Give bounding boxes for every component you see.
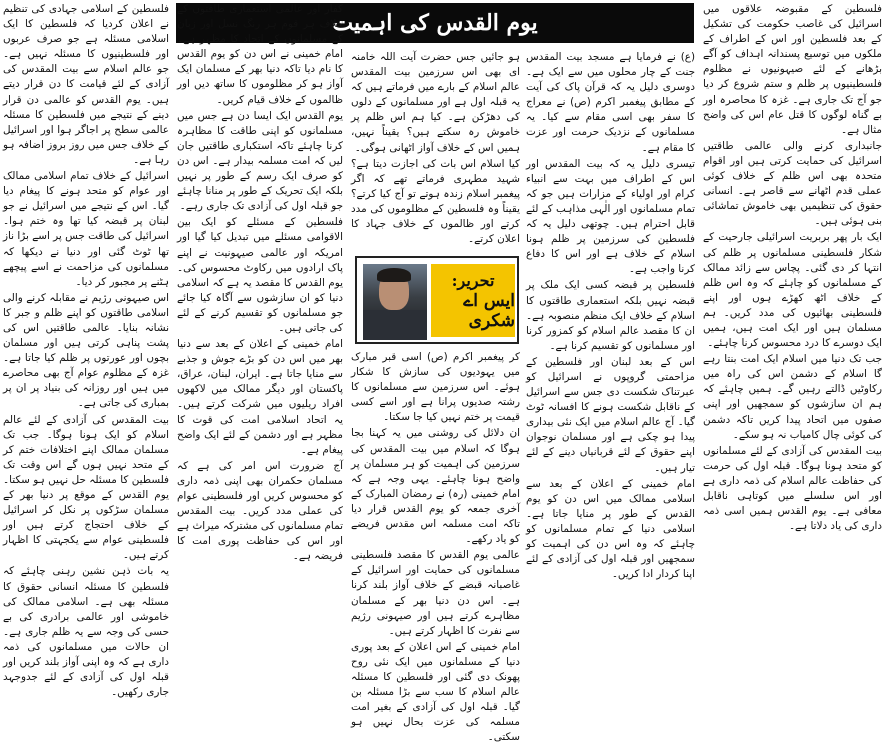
column-a [0, 0, 172, 699]
column-e [700, 0, 885, 652]
column-c [348, 48, 523, 253]
paragraph: یوم القدس ایک ایسا دن ہے جس میں مسلمانوں کو اپنی طاقت کا مظاہرہ کرنا چاہئے تاکہ استکباری طاقتیں جان لیں کہ امت مسلمہ بیدار ہے۔ اس دن کو صرف ایک رسم کے طور پر نہیں بلکہ ایک تحریک کے طور پر منانا چاہئے جو قبلہ اول کی آزادی تک جاری رہے۔ [177, 109, 343, 213]
paragraph: اسرائیل کے خلاف تمام اسلامی ممالک اور عوام کو متحد ہونے کا پیغام دیا گیا۔ اس کے نتیجے میں اسرائیل نے جو لبنان پر قبضہ کیا تھا وہ ختم ہوا۔ اسرائیل کی طاقت جس پر اسے بڑا ناز تھا ٹوٹ گئی اور دنیا نے دیکھا کہ مسلمانوں کی مزاحمت نے اسے پیچھے ہٹنے پر مجبور کر دیا۔ [2, 170, 169, 288]
paragraph: بیت المقدس کی آزادی کے لئے مسلمانوں کو متحد ہونا ہوگا۔ قبلہ اول کی حرمت کی حفاظت عالم اسلام کی ذمہ داری ہے اور اس سلسلے میں کوتاہی ناقابل معافی ہے۔ یوم القدس ہمیں اسی ذمہ داری کی یاد دلاتا ہے۔ [703, 444, 882, 533]
paragraph: اس کے بعد لبنان اور فلسطین کے مزاحمتی گروپوں نے اسرائیل کو عبرتناک شکست دی جس سے اسرائیل کے ناقابل شکست ہونے کا افسانہ ٹوٹ گیا۔ آج عالم اسلام میں ایک نئی بیداری پیدا ہو چکی ہے اور مسلمان نوجوان اپنے حقوق کے لئے قربانیاں دینے کے لئے تیار ہیں۔ [526, 355, 695, 474]
paragraph: امام خمینی کے اس اعلان کے بعد پوری دنیا کے مسلمانوں میں ایک نئی روح پھونک دی گئی اور فلسطین کا مسئلہ عالم اسلام کا سب سے بڑا مسئلہ بن گیا۔ قبلہ اول کی آزادی کے بغیر امت مسلمہ کی عزت بحال نہیں ہو سکتی۔ [351, 640, 520, 744]
byline-prefix: تحریر: [451, 270, 495, 290]
column-b [174, 0, 346, 652]
paragraph: بیت المقدس کی آزادی کے لئے عالم اسلام کو ایک ہونا ہوگا۔ جب تک مسلمان ممالک اپنے اختلافات ختم کر کے متحد نہیں ہوں گے اس وقت تک فلسطین کا مسئلہ حل نہیں ہو سکتا۔ یوم القدس کے موقع پر دنیا بھر کے مسلمان سڑکوں پر نکل کر اسرائیل کے خلاف احتجاج کرتے ہیں اور فلسطینی عوام سے یکجہتی کا اظہار کرتے ہیں۔ [3, 413, 169, 562]
paragraph: امام خمینی کے اعلان کے بعد سے اسلامی ممالک میں اس دن کو یوم القدس کے طور پر منایا جاتا ہے۔ اسلامی دنیا کے تمام مسلمانوں کو چاہئے کہ وہ اس دن کی اہمیت کو سمجھیں اور قبلہ اول کی آزادی کے لئے اپنا کردار ادا کریں۔ [526, 477, 695, 581]
paragraph: آج ضرورت اس امر کی ہے کہ مسلمان حکمران بھی اپنی ذمہ داری کو محسوس کریں اور فلسطینی عوام کی عملی مدد کریں۔ بیت المقدس تمام مسلمانوں کی مشترکہ میراث ہے اور اس کی حفاظت پوری امت کا فریضہ ہے۔ [177, 459, 343, 563]
author-photo-hair [377, 268, 411, 282]
author-photo-shirt [363, 310, 427, 340]
paragraph: کر پیغمبر اکرم (ص) اسی قبر مبارک میں یہودیوں کی سازش کا شکار ہوئے۔ اس سرزمین سے مسلمانوں کا رشتہ صدیوں پرانا ہے اور اسے کسی قیمت پر ختم نہیں کیا جا سکتا۔ [351, 351, 520, 424]
paragraph: ایک بار پھر بربریت اسرائیلی جارحیت کے شکار فلسطینی مسلمانوں پر ظلم کی انتہا کر دی گئی۔ پچاس سے زائد ممالک کے مسلمانوں کو چاہئے کہ وہ اس ظلم کے خلاف اٹھ کھڑے ہوں اور اپنے فلسطینی بھائیوں کی مدد کریں۔ ہم مسلمان ہیں اور ایک امت ہیں، ہمیں ایک دوسرے کا درد محسوس کرنا چاہئے۔ [703, 231, 882, 350]
author-photo [363, 264, 427, 337]
article-title: یوم القدس کی اہمیت [332, 10, 538, 36]
byline-author: ایس اے شکری [463, 290, 515, 331]
column-c-lower [348, 348, 523, 744]
paragraph: کفار اور عالمی استعماری طاقتوں کے خلاف ہر قوم ہر رنگ نسل اور زبان کے مسلمانوں کے اتحاد کا مظہر ہے۔ امام خمینی نے اس دن کو یوم القدس کا نام دیا تاکہ دنیا بھر کے مسلمان ایک آواز ہو کر مظلوموں کا ساتھ دیں اور ظالموں کے خلاف قیام کریں۔ [177, 3, 343, 106]
paragraph: ان دلائل کی روشنی میں یہ کہنا بجا ہوگا کہ اسلام میں بیت المقدس کی سرزمین کی اہمیت کو ہر مسلمان پر واضح ہونا چاہئے۔ یہی وجہ ہے کہ امام خمینی (رہ) نے رمضان المبارک کے آخری جمعہ کو یوم القدس قرار دیا تاکہ امت مسلمہ اس مقدس فریضے کو یاد رکھے۔ [351, 427, 520, 546]
paragraph: فلسطین پر قبضہ کسی ایک ملک پر قبضہ نہیں بلکہ استعماری طاقتوں کا اسلام کے خلاف ایک منظم منصوبہ ہے۔ ان کا مقصد عالم اسلام کو کمزور کرنا اور مسلمانوں کو تقسیم کرنا ہے۔ [526, 279, 695, 352]
paragraph: ہو جائیں جس حضرت آیت اللہ خامنہ ای بھی اس سرزمین بیت المقدس عالم اسلام کے بارے میں فرماتے ہیں کہ یہ قبلہ اول ہے اور مسلمانوں کے دلوں کی دھڑکن ہے۔ کیا ہم اس ظلم پر خاموش رہ سکتے ہیں؟ یقیناً نہیں، ہمیں اس کے خلاف آواز اٹھانی ہوگی۔ [351, 51, 520, 154]
paragraph: تیسری دلیل یہ کہ بیت المقدس اور اس کے اطراف میں بہت سے انبیاء کرام اور اولیاء کے مزارات ہیں جو کہ تمام مسلمانوں اور الٰہی مذاہب کے لئے قابل احترام ہیں۔ چوتھی دلیل یہ کہ فلسطین کی سرزمین پر ظلم ہونا اسلام کے خلاف ہے اور اس کا دفاع کرنا واجب ہے۔ [526, 157, 695, 276]
paragraph: اس صیہونی رژیم نے مقابلہ کرنے والی اسلامی طاقتوں کو اپنے ظلم و جبر کا نشانہ بنایا۔ عالمی طاقتیں اس کی پشت پناہی کرتی ہیں اور مسلمان بچوں اور عورتوں پر ظلم کیا جاتا ہے۔ غزہ کے مظلوم عوام آج بھی محاصرے میں ہیں اور روزانہ کی بنیاد پر ان پر بمباری کی جاتی ہے۔ [3, 291, 169, 410]
paragraph: یہ بات ذہن نشین رہنی چاہئے کہ فلسطین کا مسئلہ انسانی حقوق کا مسئلہ بھی ہے۔ اسلامی ممالک کی خاموشی اور عالمی برادری کی بے حسی کی وجہ سے یہ ظلم جاری ہے۔ ان حالات میں مسلمانوں کی ذمہ داری ہے کہ وہ اپنی آواز بلند کریں اور قبلہ اول کی آزادی کے لئے جدوجہد جاری رکھیں۔ [3, 565, 169, 699]
paragraph: جانبداری کرنے والی عالمی طاقتیں اسرائیل کی حمایت کرتی ہیں اور اقوام متحدہ بھی اس ظلم کے خلاف کوئی عملی قدم اٹھانے سے قاصر ہے۔ انسانی حقوق کی تنظیمیں بھی خاموش تماشائی بنی ہوئی ہیں۔ [703, 139, 882, 228]
paragraph: فلسطین کے مسئلے کو ایک بین الاقوامی مسئلے میں تبدیل کیا گیا اور امریکہ اور عالمی صیہونیت نے اپنے پاک ارادوں میں رکاوٹ محسوس کی۔ یوم القدس کا مقصد یہ ہے کہ اسلامی دنیا کو ان سازشوں سے آگاہ کیا جائے جو مسلمانوں کو تقسیم کرنے کے لئے کی جاتی ہیں۔ [177, 216, 343, 334]
paragraph: جب تک دنیا میں اسلام ایک امت بنتا رہے گا اسلام کے دشمن اس کی راہ میں رکاوٹیں ڈالتے رہیں گے۔ ہمیں چاہئے کہ ہم ان سازشوں کو سمجھیں اور اپنی صفوں میں اتحاد پیدا کریں تاکہ دشمن کی کوئی چال کامیاب نہ ہو سکے۔ [703, 353, 882, 441]
byline-label [431, 264, 515, 337]
column-d [523, 48, 698, 652]
paragraph: فلسطین کے اسلامی جہادی کی تنظیم نے اعلان کردیا کہ فلسطین کا ایک اسلامی مسئلہ ہے جو صرف عربوں اور فلسطینیوں کا مسئلہ نہیں ہے۔ جو عالم اسلام سے بیت المقدس کی آزادی کے لئے قیامت کا دن قرار دیتے ہیں۔ یوم القدس کو عالمی دن قرار دینے کے نتیجے میں فلسطین کا مسئلہ عالمی سطح پر اجاگر ہوا اور اسرائیل کے خلاف جس میں روز بروز اضافہ ہو رہا ہے۔ [3, 3, 169, 166]
paragraph: کیا اسلام اس بات کی اجازت دیتا ہے؟ شہید مطہری فرماتے تھے کہ اگر پیغمبر اسلام زندہ ہوتے تو آج کیا کرتے؟ یقیناً وہ فلسطین کے مظلوموں کی مدد کرتے اور ظالموں کے خلاف جہاد کا اعلان کرتے۔ [351, 157, 520, 246]
paragraph: (ع) نے فرمایا ہے مسجد بیت المقدس جنت کے چار محلوں میں سے ایک ہے۔ دوسری دلیل یہ کہ قرآن پاک کی آیت کے مطابق پیغمبر اکرم (ص) نے معراج کا سفر بھی اسی مقام سے کیا۔ یہ مسلمانوں کے نزدیک حرمت اور عزت کا مقام ہے۔ [526, 51, 695, 154]
paragraph: امام خمینی کے اعلان کے بعد سے دنیا بھر میں اس دن کو بڑے جوش و جذبے سے منایا جاتا ہے۔ ایران، لبنان، عراق، پاکستان اور دیگر ممالک میں لاکھوں افراد ریلیوں میں شرکت کرتے ہیں۔ یہ اتحاد اسلامی امت کی قوت کا مظہر ہے اور دشمن کے لئے ایک واضح پیغام ہے۔ [177, 338, 343, 456]
byline-box [355, 256, 519, 344]
paragraph: عالمی یوم القدس کا مقصد فلسطینی مسلمانوں کی حمایت اور اسرائیل کے غاصبانہ قبضے کے خلاف آواز بلند کرنا ہے۔ اس دن دنیا بھر کے مسلمان مظاہرے کرتے ہیں اور صیہونی رژیم سے نفرت کا اظہار کرتے ہیں۔ [351, 549, 520, 637]
paragraph: فلسطین کے مقبوضہ علاقوں میں اسرائیل کی غاصب حکومت کی تشکیل کے بعد فلسطین اور اس کے اطراف کے ملکوں میں توسیع پسندانہ اہداف کو آگے بڑھانے کے لئے صیہونیوں نے مظلوم فلسطینیوں پر ظلم و ستم شروع کر دیا جو آج تک جاری ہے۔ غزہ کا محاصرہ اور بے گناہ لوگوں کا قتل عام اس کی واضح مثال ہے۔ [703, 3, 882, 136]
